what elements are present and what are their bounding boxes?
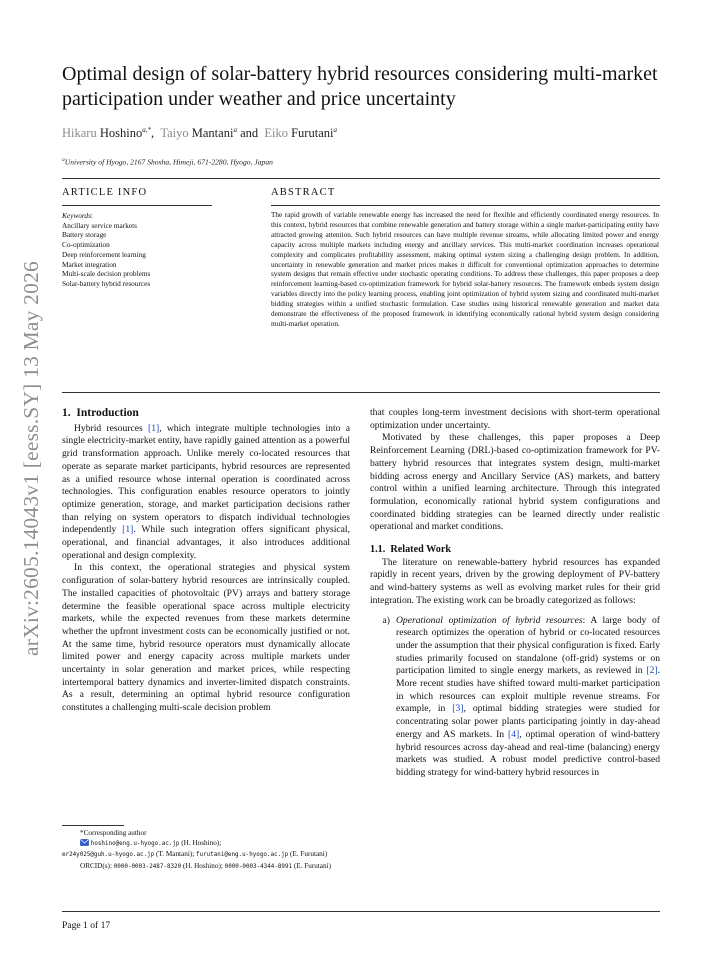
footnotes [62,828,352,872]
email-owner: (E. Furutani) [288,850,328,859]
keyword-item: Deep reinforcement learning [62,249,146,259]
citation-link[interactable]: [3] [452,703,464,715]
author-list [62,126,337,141]
citation-link[interactable]: [1] [122,524,134,536]
keywords-block: Keywords: Ancillary service markets Battery storage Co-optimization Deep reinforcement learning Market integration Multi-scale decision problems Solar-battery hybrid resources [62,211,212,289]
text-run: , optimal operation of wind-battery hybrid resources across day-ahead and real-time (balancing) energy markets was studied. A robust model predictive control-based bidding strategy for wind-battery hybrid resources in [396,728,660,778]
author-sup: a,* [142,126,151,134]
corresponding-author-note: *Corresponding author [80,829,147,837]
orcid-owner: (E. Furutani) [292,861,331,870]
subsection-heading-related-work [370,544,660,557]
intro-paragraph-2-continued: that couples long-term investment decisions with short-term operational optimization under uncertainty. [370,407,660,431]
author-family-name: Furutani [291,126,334,141]
footnote-rule [62,825,124,826]
list-item-title: Operational optimization of hybrid resources [396,614,583,626]
author-given-name: Taiyo [160,126,189,141]
orcid-owner: (H. Hoshino); [181,861,225,870]
email-owner: (H. Hoshino); [179,839,222,848]
article-info-rule [62,205,212,206]
author-family-name: Mantani [191,126,234,141]
right-column [370,407,660,780]
author-separator: , [150,126,155,141]
email-link[interactable]: er24y025@guh.u-hyogo.ac.jp [62,852,155,859]
intro-paragraph-1 [62,423,350,563]
email-owner: (T. Mantani); [154,850,196,859]
keyword-item: Multi-scale decision problems [62,269,151,279]
author-conjunction: and [240,126,259,141]
email-link[interactable]: hoshino@eng.u-hyogo.ac.jp [90,841,180,848]
author-sup: a [233,126,237,134]
list-item-label: a) [382,614,390,626]
author-given-name: Hikaru [62,126,97,141]
affiliation-sup: a [62,157,65,163]
author-sup: a [333,126,337,134]
keyword-item: Market integration [62,259,117,269]
keyword-item: Ancillary service markets [62,220,137,230]
section-heading-introduction [62,407,350,420]
abstract-rule [271,205,660,206]
author-given-name: Eiko [264,126,288,141]
abstract-text: The rapid growth of variable renewable energy has increased the need for flexible and efficiently coordinated energy resources. In this context, hybrid resources that combine renewable generation and battery storage within a single market-participating entity have attracted growing attention. Such hybrid resources can have multiple revenue streams, while allocating limited power and energy capacity across multiple markets including energy and ancillary services. This multi-market coordination increases operational complexity and complicates profitability assessment, making optimal system sizing a challenging design problem. In addition, uncertainty in renewable generation and market prices makes it difficult for conventional optimization approaches to determine system designs that remain effective under stochastic operating conditions. To address these challenges, this paper proposes a deep reinforcement learning-based co-optimization framework for hybrid solar-battery resources. The framework embeds system design variables directly into the policy learning process, enabling joint optimization of hybrid system sizing and coordinated multi-market bidding strategies within a unified stochastic formulation. Case studies using historical renewable generation and market data demonstrate the effectiveness of the proposed framework in identifying economically rational hybrid system design considering multi-market operation. [271,211,659,328]
keyword-item: Co-optimization [62,240,110,250]
text-run: . While such integration offers significant physical, operational, and financial advantages, it also introduces additional operational and design complexity. [62,524,350,561]
paper-title: Optimal design of solar-battery hybrid resources considering multi-market participation under weather and price uncertainty [62,63,658,110]
orcid-link[interactable]: 0000-0003-4344-8991 [224,863,293,870]
orcid-link[interactable]: 0000-0003-2487-8320 [113,863,182,870]
list-item-body [396,615,660,780]
page-number: Page 1 of 17 [62,920,111,931]
affiliation-text: University of Hyogo, 2167 Shosha, Himeji, 671-2280, Hyogo, Japan [64,157,273,167]
citation-link[interactable]: [2] [646,665,658,677]
author-family-name: Hoshino [99,126,143,141]
citation-link[interactable]: [1] [148,422,160,434]
list-item [370,615,660,780]
text-run: . More recent studies have shifted toward multi-market participation in which resources can exploit multiple revenue streams. For example, in [396,665,660,715]
email-link[interactable]: furutani@eng.u-hyogo.ac.jp [196,852,289,859]
text-run: Hybrid resources [74,422,148,434]
header-rule [62,178,660,179]
keyword-item: Battery storage [62,230,107,240]
keyword-item: Solar-battery hybrid resources [62,278,151,288]
abstract-heading: ABSTRACT [271,187,336,198]
article-info-heading: ARTICLE INFO [62,187,148,198]
orcid-label: ORCID(s): [80,861,114,870]
citation-link[interactable]: [4] [508,728,520,740]
text-run: , which integrate multiple technologies into a single electricity-market entity, have rapidly gained attention as a powerful grid transformation approach. Unlike merely co-located resources that operate as separate market participants, hybrid resources are represented as a unified resource whose internal operation is coordinated across technologies. This configuration enables resource operators to jointly optimize generation, storage, and market participation decisions rather than relying on system operators to dispatch individual technologies independently [62,422,350,536]
footer-rule [62,911,660,912]
intro-paragraph-2: In this context, the operational strategies and physical system configuration of solar-battery hybrid resources are intrinsically coupled. The installed capacities of photovoltaic (PV) arrays and battery storage determine the feasible operational space across multiple electricity markets, while the expected revenues from these markets determine whether the upfront investment costs can be economically justified or not. At the same time, hybrid resource operators must dynamically allocate limited power and energy capacity across multiple markets under uncertainty in solar generation and market prices, while respecting intertemporal battery dynamics and inverter-limited dispatch constraints. As a result, determining an optimal hybrid resource configuration constitutes a challenging multi-scale decision problem [62,562,350,714]
intro-paragraph-3: Motivated by these challenges, this paper proposes a Deep Reinforcement Learning (DRL)-based co-optimization framework for PV-battery hybrid resources that integrates system design, multi-market bidding across energy and Ancillary Service (AS) markets, and battery control within a unified learning architecture. Through this integrated formulation, economically rational hybrid system configurations and coordinated bidding strategies can be learned directly under realistic operational and market conditions. [370,432,660,533]
related-paragraph-1: The literature on renewable-battery hybrid resources has expanded rapidly in recent years, driven by the growing deployment of PV-battery and wind-battery systems as well as evolving market rules for their grid integration. The existing work can be broadly categorized as follows: [370,556,660,606]
affiliation [62,157,273,167]
left-column [62,407,350,715]
keywords-label: Keywords [62,211,91,220]
orcid-line [62,861,352,872]
email-line-2 [62,849,352,860]
arxiv-id: arXiv:2605.14043v1 [eess.SY] 13 May 2026 [18,260,43,656]
email-line-1 [62,838,352,849]
abstract-bottom-rule [62,392,660,393]
subsection-number: 1.1. [370,544,386,556]
subsection-title: Related Work [390,544,452,556]
arxiv-stamp [6,258,56,658]
envelope-icon [80,839,89,849]
text-run: : A large body of research optimizes the operation of hybrid or co-located resources under the assumption that their physical configuration is fixed. Early studies primarily focused on standalone (off-grid) systems or on participation limited to single energy markets, as reviewed in [396,614,660,677]
text-run: , optimal bidding strategies were studied for concentrating solar power plants participating jointly in day-ahead energy and AS markets. In [396,703,661,740]
section-number: 1. [62,407,71,419]
section-title: Introduction [76,407,139,419]
